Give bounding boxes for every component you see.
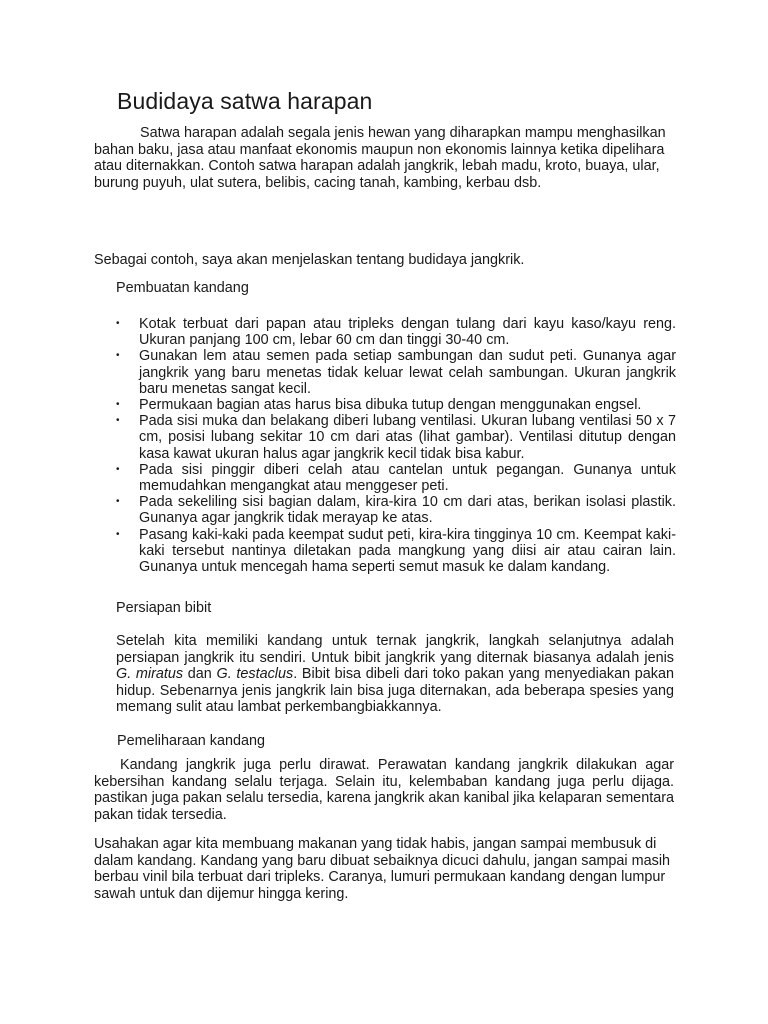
bibit-conjunction: dan — [183, 666, 217, 683]
pemeliharaan-paragraph-2: Usahakan agar kita membuang makanan yang tidak habis, jangan sampai membusuk di dalam kandang. Kandang yang baru dibuat sebaiknya dicuci dahulu, jangan sampai masih berbau vinil bila terbuat dari tripleks. Caranya, lumuri permukaan kandang dengan lumpur sawah untuk dan dijemur hingga kering. — [94, 836, 671, 902]
list-item — [0, 413, 676, 462]
section-heading-pemeliharaan: Pemeliharaan kandang — [117, 733, 266, 749]
list-item-text: Pada sisi muka dan belakang diberi lubang ventilasi. Ukuran lubang ventilasi 50 x 7 cm, posisi lubang sekitar 10 cm dari atas (lihat gambar). Ventilasi ditutup dengan kasa kawat ukuran halus agar jangkrik kecil tidak bisa kabur. — [139, 413, 676, 462]
bullet-icon: • — [116, 350, 120, 362]
species-name-1: G. miratus — [116, 666, 184, 683]
list-item — [0, 316, 676, 348]
bullet-icon: • — [116, 415, 120, 427]
bibit-paragraph — [116, 633, 674, 716]
list-item-text: Gunakan lem atau semen pada setiap sambungan dan sudut peti. Gunanya agar jangkrik yang baru menetas tidak keluar lewat celah sambungan. Ukuran jangkrik baru menetas sangat kecil. — [139, 348, 676, 397]
list-item-text: Permukaan bagian atas harus bisa dibuka tutup dengan menggunakan engsel. — [139, 397, 642, 414]
list-item-text: Pada sisi pinggir diberi celah atau cantelan untuk pegangan. Gunanya untuk memudahkan mengangkat atau menggeser peti. — [139, 461, 676, 495]
list-item — [0, 348, 676, 397]
section-heading-bibit: Persiapan bibit — [116, 600, 212, 616]
list-item — [0, 527, 676, 576]
species-name-2: G. testaclus — [216, 666, 294, 683]
bibit-text-part-1: Setelah kita memiliki kandang untuk ternak jangkrik, langkah selanjutnya adalah persiapan jangkrik itu sendiri. Untuk bibit jangkrik yang diternak biasanya adalah jenis — [116, 633, 674, 666]
bullet-icon: • — [116, 528, 120, 540]
bullet-icon: • — [116, 399, 120, 411]
bullet-icon: • — [116, 496, 120, 508]
list-item-text: Kotak terbuat dari papan atau tripleks dengan tulang dari kayu kaso/kayu reng. Ukuran panjang 100 cm, lebar 60 cm dan tinggi 30-40 cm. — [139, 316, 676, 349]
list-item-text: Pasang kaki-kaki pada keempat sudut peti, kira-kira tingginya 10 cm. Keempat kaki-kaki tersebut nantinya diletakan pada mangkung yang diisi air atau cairan lain. Gunanya untuk mencegah hama seperti semut masuk ke dalam kandang. — [139, 526, 676, 576]
bullet-icon: • — [116, 318, 120, 329]
section-heading-kandang: Pembuatan kandang — [116, 280, 249, 296]
example-intro-paragraph: Sebagai contoh, saya akan menjelaskan tentang budidaya jangkrik. — [94, 252, 525, 268]
intro-paragraph: Satwa harapan adalah segala jenis hewan yang diharapkan mampu menghasilkan bahan baku, jasa atau manfaat ekonomis maupun non ekonomis lainnya ketika dipelihara atau diternakkan. Contoh satwa harapan adalah jangkrik, lebah madu, kroto, buaya, ular, burung puyuh, ulat sutera, belibis, cacing tanah, kambing, kerbau dsb. — [94, 125, 666, 191]
list-item — [0, 397, 676, 413]
bibit-text-part-2: . Bibit bisa dibeli dari toko pakan yang menyediakan pakan hidup. Sebenarnya jenis jangkrik lain bisa juga diternakan, ada beberapa spesies yang memang sulit atau lambat perkembangbiakkannya. — [116, 666, 674, 716]
document-title: Budidaya satwa harapan — [117, 88, 373, 114]
list-item-text: Pada sekeliling sisi bagian dalam, kira-kira 10 cm dari atas, berikan isolasi plastik. Gunanya agar jangkrik tidak merayap ke atas. — [139, 494, 676, 527]
list-item — [0, 462, 676, 494]
kandang-bullet-list — [0, 316, 768, 575]
bullet-icon: • — [116, 463, 120, 475]
list-item — [0, 494, 676, 526]
pemeliharaan-paragraph-1: Kandang jangkrik juga perlu dirawat. Perawatan kandang jangkrik dilakukan agar kebersihan kandang selalu terjaga. Selain itu, kelembaban kandang juga perlu dijaga. pastikan juga pakan selalu tersedia, karena jangkrik akan kanibal jika kelaparan sementara pakan tidak tersedia. — [94, 757, 674, 823]
